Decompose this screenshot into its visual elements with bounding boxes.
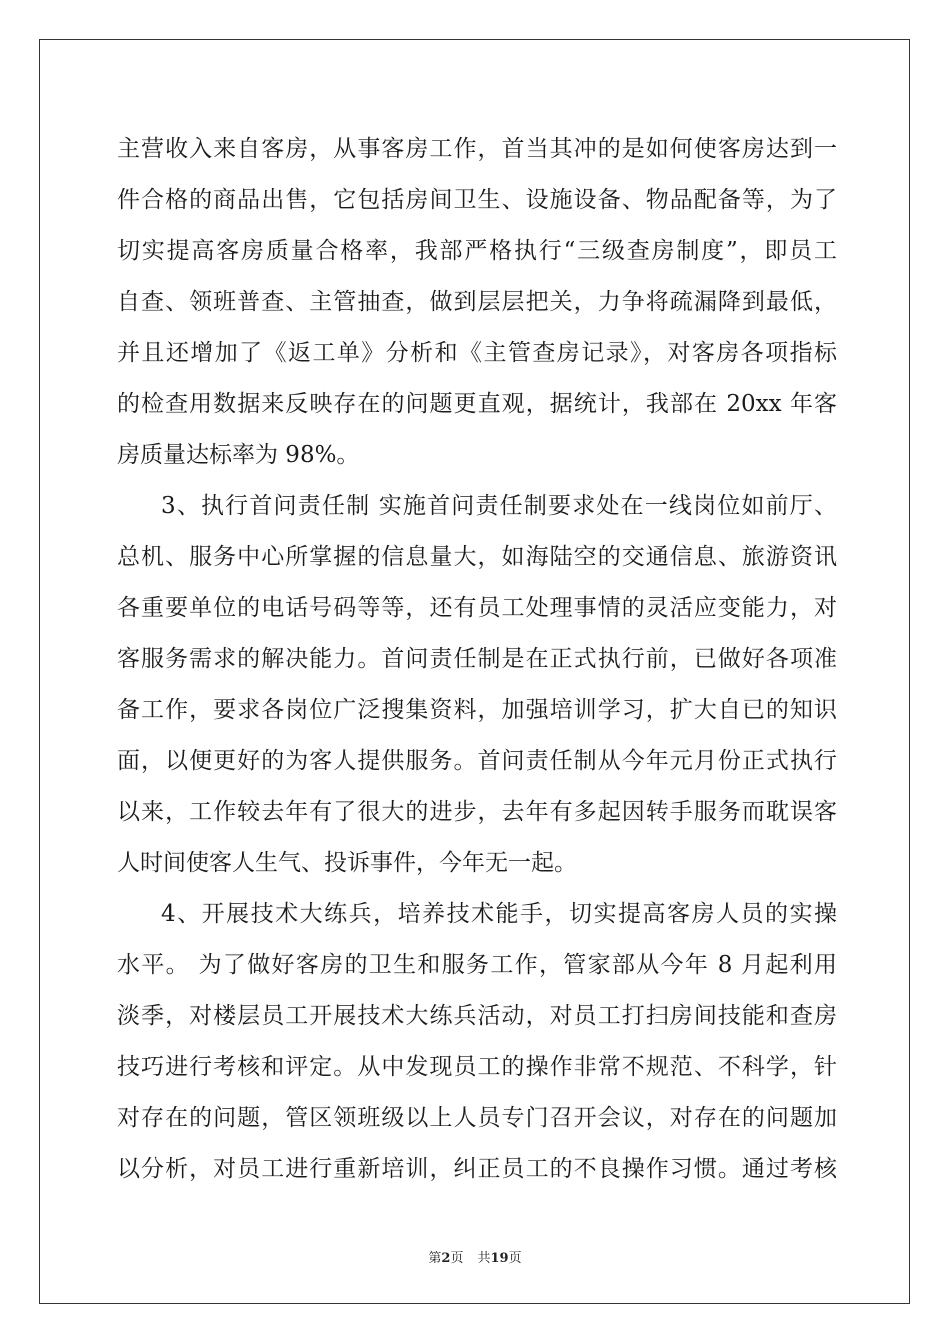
text-line: 面，以便更好的为客人提供服务。首问责任制从今年元月份正式执行	[117, 748, 837, 774]
text-line: 的检查用数据来反映存在的问题更直观，据统计，我部在 20xx 年客	[117, 391, 837, 417]
page-footer	[0, 1247, 950, 1266]
text-line: 以分析，对员工进行重新培训，纠正员工的不良操作习惯。通过考核	[117, 1156, 837, 1182]
text-line: 并且还增加了《返工单》分析和《主管查房记录》，对客房各项指标	[117, 340, 837, 366]
total-suffix: 页	[508, 1251, 522, 1266]
document-body	[117, 124, 837, 1195]
text-line: 房质量达标率为 98%。	[117, 442, 360, 468]
text-line: 备工作，要求各岗位广泛搜集资料，加强培训学习，扩大自已的知识	[117, 697, 837, 723]
page-number: 2	[441, 1251, 451, 1266]
text-line: 淡季，对楼层员工开展技术大练兵活动，对员工打扫房间技能和查房	[117, 1003, 837, 1029]
text-line: 切实提高客房质量合格率，我部严格执行“三级查房制度”，即员工	[117, 238, 837, 264]
paragraph-heading-line: 4、开展技术大练兵，培养技术能手，切实提高客房人员的实操	[161, 901, 837, 927]
text-line: 人时间使客人生气、投诉事件，今年无一起。	[117, 850, 577, 876]
text-line: 技巧进行考核和评定。从中发现员工的操作非常不规范、不科学，针	[117, 1054, 837, 1080]
page-suffix: 页	[450, 1251, 464, 1266]
text-line: 水平。 为了做好客房的卫生和服务工作，管家部从今年 8 月起利用	[117, 952, 837, 978]
text-line: 主营收入来自客房，从事客房工作，首当其冲的是如何使客房达到一	[117, 136, 837, 162]
text-line: 以来，工作较去年有了很大的进步，去年有多起因转手服务而耽误客	[117, 799, 837, 825]
text-line: 件合格的商品出售，它包括房间卫生、设施设备、物品配备等，为了	[117, 187, 837, 213]
text-line: 客服务需求的解决能力。首问责任制是在正式执行前，已做好各项准	[117, 646, 837, 672]
paragraph-heading-line: 3、执行首问责任制 实施首问责任制要求处在一线岗位如前厅、	[161, 493, 837, 519]
text-line: 自查、领班普查、主管抽查，做到层层把关，力争将疏漏降到最低，	[117, 289, 837, 315]
text-line: 对存在的问题，管区领班级以上人员专门召开会议，对存在的问题加	[117, 1105, 837, 1131]
page-prefix: 第	[428, 1251, 442, 1266]
text-line: 总机、服务中心所掌握的信息量大，如海陆空的交通信息、旅游资讯	[117, 544, 837, 570]
text-line: 各重要单位的电话号码等等，还有员工处理事情的灵活应变能力，对	[117, 595, 837, 621]
total-prefix: 共	[477, 1251, 491, 1266]
total-pages: 19	[490, 1251, 509, 1266]
